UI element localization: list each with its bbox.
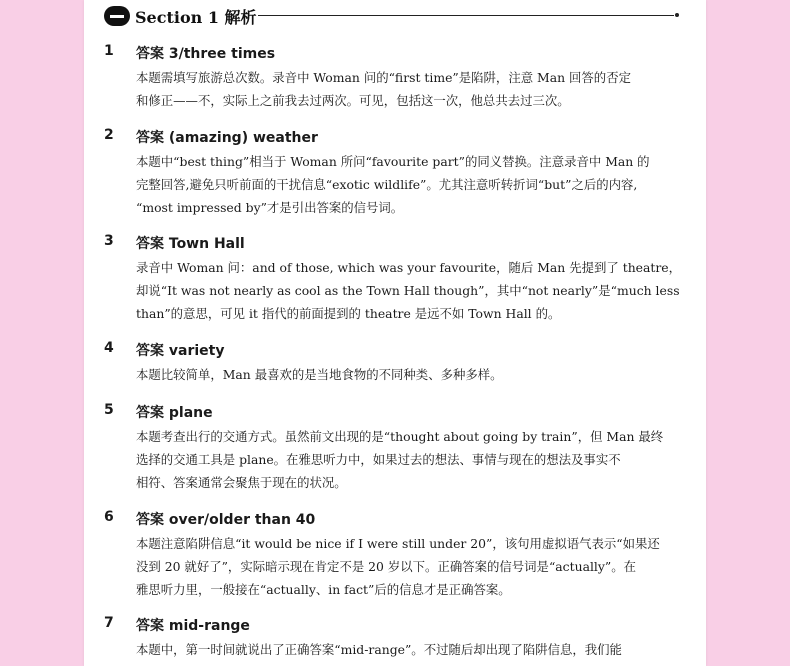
answer-value: (amazing) weather [168, 130, 318, 146]
explanation-line: 雅思听力里，一般接在“actually、in fact”后的信息才是正确答案。 [136, 582, 511, 597]
section-title: Section 1 解析 [135, 7, 257, 27]
explanation-line: “most impressed by”才是引出答案的信号词。 [136, 200, 404, 215]
explanation-line: 和修正——不，实际上之前我去过两次。可见，包括这一次，他总共去过三次。 [136, 93, 570, 108]
answer-line [136, 509, 315, 529]
answer-label: 答案 [136, 343, 164, 359]
answer-value: plane [168, 405, 213, 421]
explanation-line: than”的意思，可见 it 指代的前面提到的 theatre 是远不如 Town Hall 的。 [136, 306, 561, 321]
explanation [136, 256, 686, 325]
explanation [136, 150, 686, 219]
answer-value: 3/three times [168, 46, 276, 62]
item-number: 6 [104, 509, 114, 525]
answer-line [136, 615, 250, 635]
explanation-line: 本题中“best thing”相当于 Woman 所问“favourite part”的同义替换。注意录音中 Man 的 [136, 154, 650, 169]
answer-line [136, 340, 224, 360]
explanation-line: 本题注意陷阱信息“it would be nice if I were still under 20”，该句用虚拟语气表示“如果还 [136, 536, 660, 551]
explanation [136, 638, 686, 661]
answer-value: Town Hall [168, 236, 245, 252]
answer-line [136, 43, 275, 63]
item-number: 4 [104, 340, 114, 356]
explanation-line: 本题需填写旅游总次数。录音中 Woman 问的“first time”是陷阱，注意 Man 回答的否定 [136, 70, 631, 85]
item-number: 5 [104, 402, 114, 418]
explanation-line: 却说“It was not nearly as cool as the Town Hall though”，其中“not nearly”是“much less [136, 283, 680, 298]
item-number: 3 [104, 233, 114, 249]
answer-label: 答案 [136, 46, 164, 62]
explanation [136, 532, 686, 601]
explanation [136, 66, 686, 112]
header-rule [258, 15, 674, 16]
header-rule-dot [675, 13, 679, 17]
explanation-line: 录音中 Woman 问：and of those, which was your favourite，随后 Man 先提到了 theatre， [136, 260, 682, 275]
answer-label: 答案 [136, 405, 164, 421]
explanation [136, 363, 686, 386]
answer-line [136, 402, 213, 422]
item-number: 7 [104, 615, 114, 631]
answer-value: over/older than 40 [168, 512, 316, 528]
explanation-line: 选择的交通工具是 plane。在雅思听力中，如果过去的想法、事情与现在的想法及事实不 [136, 452, 621, 467]
section-badge-icon [104, 6, 130, 26]
item-number: 2 [104, 127, 114, 143]
explanation-line: 本题中，第一时间就说出了正确答案“mid-range”。不过随后却出现了陷阱信息，我们能 [136, 642, 622, 657]
answer-label: 答案 [136, 130, 164, 146]
explanation-line: 完整回答,避免只听前面的干扰信息“exotic wildlife”。尤其注意听转折词“but”之后的内容, [136, 177, 638, 192]
answer-line [136, 233, 245, 253]
answer-value: variety [168, 343, 225, 359]
explanation-line: 相符、答案通常会聚焦于现在的状况。 [136, 475, 347, 490]
answer-label: 答案 [136, 512, 164, 528]
answer-line [136, 127, 318, 147]
answer-label: 答案 [136, 236, 164, 252]
explanation-line: 本题考查出行的交通方式。虽然前文出现的是“thought about going by train”，但 Man 最终 [136, 429, 664, 444]
explanation [136, 425, 686, 494]
explanation-line: 没到 20 就好了”，实际暗示现在肯定不是 20 岁以下。正确答案的信号词是“actually”。在 [136, 559, 636, 574]
explanation-line: 本题比较简单，Man 最喜欢的是当地食物的不同种类、多种多样。 [136, 367, 503, 382]
item-number: 1 [104, 43, 114, 59]
answer-value: mid-range [168, 618, 250, 634]
section-header [104, 3, 257, 29]
answer-label: 答案 [136, 618, 164, 634]
